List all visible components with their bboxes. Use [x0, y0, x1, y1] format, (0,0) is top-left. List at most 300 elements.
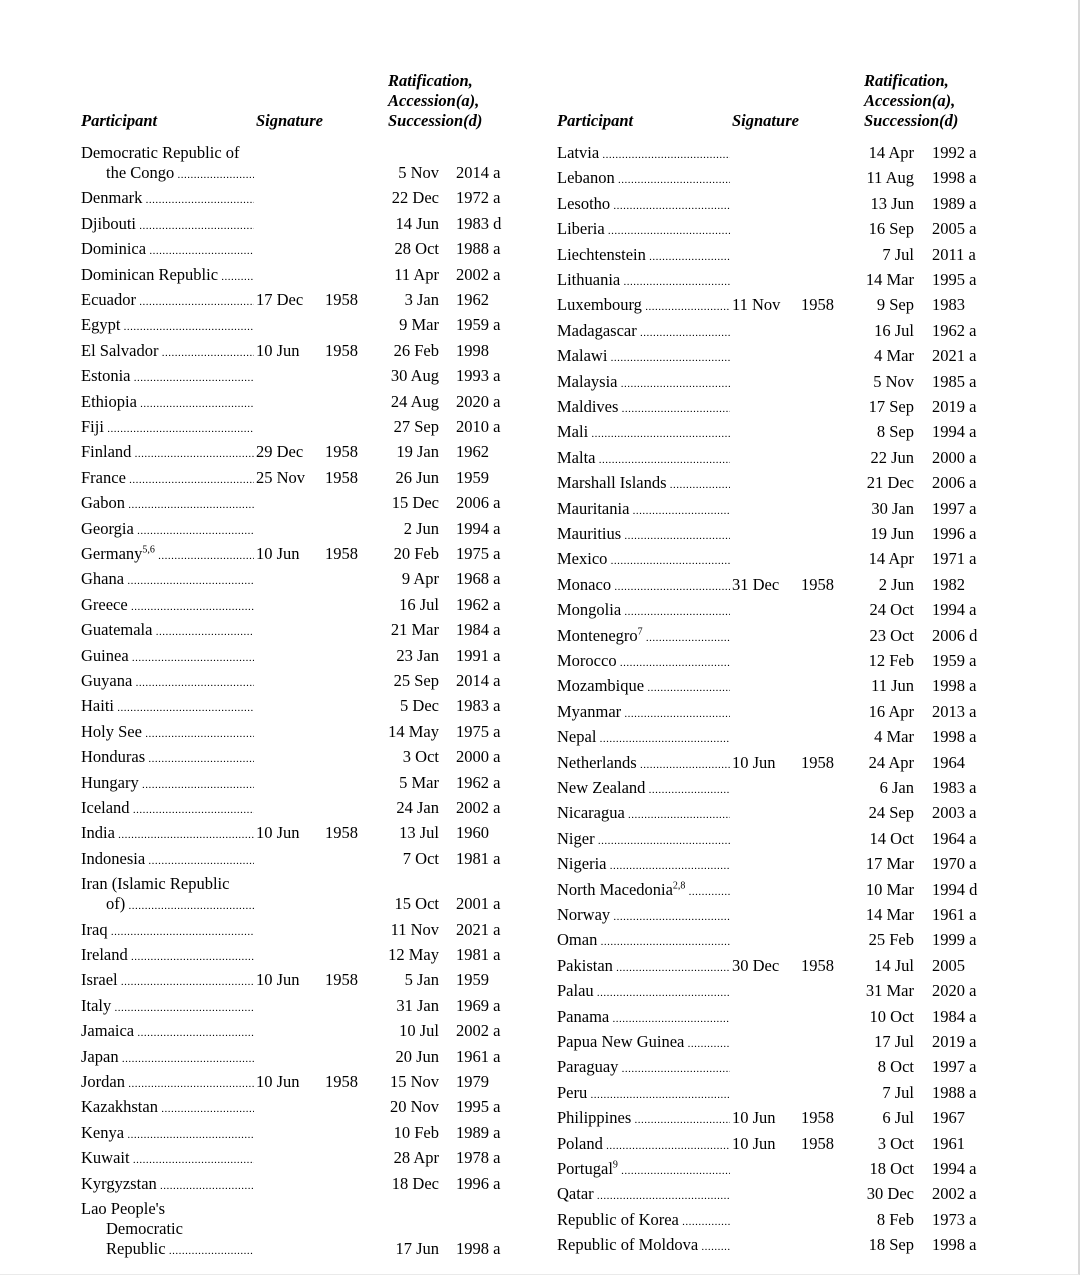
- participant-name-text: Iran (Islamic Republic: [81, 874, 230, 894]
- ratification-year: 1960: [456, 823, 489, 843]
- participant-name: [557, 981, 730, 1003]
- ratification-year: 2001 a: [456, 894, 501, 914]
- ratification-year: 2000 a: [932, 447, 977, 467]
- ratification-date: 31 Jan: [396, 995, 439, 1015]
- left-header-signature: Signature: [256, 111, 323, 130]
- participant-name-text: Georgia: [81, 518, 134, 538]
- ratification-year: 1998 a: [932, 676, 977, 696]
- ratification-year: 1994 a: [932, 1159, 977, 1178]
- ratification-date: 12 Feb: [868, 651, 914, 670]
- ratification-date: 30 Aug: [390, 366, 439, 386]
- participant-name-text: Haiti: [81, 696, 114, 716]
- participant-name: [81, 265, 254, 287]
- ratification-date: 19 Jan: [396, 442, 439, 462]
- signature-year: 1958: [325, 290, 358, 309]
- participant-name: [557, 905, 730, 927]
- ratification-year: 2002 a: [456, 1021, 501, 1041]
- participant-name-text: Republic of Moldova: [557, 1235, 699, 1255]
- ratification-date: 9 Sep: [876, 295, 914, 315]
- ratification-date: 13 Jun: [870, 193, 914, 213]
- ratification-date: 13 Jul: [399, 823, 439, 843]
- ratification-date: 6 Jan: [879, 778, 914, 797]
- ratification-year: 1995 a: [456, 1097, 501, 1117]
- participant-name: [557, 499, 730, 521]
- participant-name: [557, 956, 730, 978]
- ratification-date: 20 Jun: [395, 1046, 439, 1066]
- ratification-date: 10 Jul: [399, 1021, 439, 1041]
- ratification-date: 11 Nov: [390, 919, 439, 939]
- participant-name: [81, 1047, 254, 1069]
- participant-name-text: Paraguay: [557, 1057, 619, 1077]
- participant-name: [557, 676, 730, 698]
- participant-name-text: Malta: [557, 447, 596, 467]
- participant-name-text: Guatemala: [81, 620, 153, 640]
- participant-name: [81, 442, 254, 464]
- participant-name-text: Luxembourg: [557, 295, 642, 315]
- participant-name-text: Egypt: [81, 315, 121, 335]
- participant-name-text: Mozambique: [557, 676, 645, 696]
- ratification-year: 1989 a: [932, 193, 977, 213]
- participant-name-text: Maldives: [557, 397, 619, 416]
- participant-name: [557, 930, 730, 952]
- participant-name: [557, 549, 730, 571]
- ratification-year: 1992 a: [932, 143, 977, 162]
- ratification-year: 2019 a: [932, 1032, 977, 1051]
- signature-year: 1958: [325, 823, 358, 843]
- ratification-date: 3 Jan: [404, 290, 439, 309]
- participant-name-text: Ethiopia: [81, 391, 137, 411]
- participant-name-text: Portugal: [557, 1159, 613, 1178]
- ratification-date: 22 Jun: [870, 447, 914, 467]
- signature-date: 31 Dec: [732, 574, 780, 594]
- ratification-date: 19 Jun: [870, 524, 914, 543]
- participant-name: [557, 1007, 730, 1029]
- participant-name-text: Poland: [557, 1133, 603, 1153]
- ratification-year: 1970 a: [932, 854, 977, 874]
- ratification-date: 30 Jan: [871, 498, 914, 518]
- signature-date: 10 Jun: [732, 1108, 776, 1128]
- participant-name: [81, 315, 254, 337]
- ratification-year: 1962 a: [932, 320, 977, 340]
- footnote-marker: 7: [637, 626, 643, 638]
- participant-name-text: Malawi: [557, 346, 608, 366]
- participant-name: [81, 143, 254, 165]
- participant-name: [557, 778, 730, 800]
- ratification-year: 1962 a: [456, 594, 501, 614]
- participant-name: [557, 854, 730, 876]
- participant-name: [81, 722, 254, 744]
- ratification-year: 1996 a: [456, 1173, 501, 1193]
- ratification-date: 7 Oct: [402, 848, 439, 868]
- participant-name: [557, 1159, 730, 1181]
- ratification-year: 1967: [932, 1108, 965, 1128]
- header-ratification-line1: Ratification,: [388, 71, 473, 90]
- ratification-year: 1961 a: [932, 905, 977, 924]
- ratification-year: 2005 a: [932, 219, 977, 239]
- ratification-date: 10 Oct: [869, 1006, 914, 1026]
- ratification-year: 1981 a: [456, 848, 501, 868]
- participant-name-text: Liberia: [557, 219, 605, 239]
- participant-name: [81, 646, 254, 668]
- participant-name: [557, 753, 730, 775]
- ratification-date: 14 Mar: [865, 905, 914, 924]
- signature-year: 1958: [801, 955, 834, 975]
- ratification-year: 1961: [932, 1133, 965, 1153]
- participant-name: [81, 1148, 254, 1170]
- participant-name-text: Myanmar: [557, 701, 622, 721]
- participant-name: [557, 626, 730, 648]
- participant-name: [81, 341, 254, 363]
- participant-name-text: Marshall Islands: [557, 473, 667, 493]
- participant-name-text: Dominican Republic: [81, 264, 219, 284]
- ratification-date: 15 Dec: [391, 493, 439, 513]
- ratification-date: 14 Oct: [869, 828, 914, 848]
- ratification-date: 14 May: [388, 721, 439, 741]
- ratification-year: 2014 a: [456, 163, 501, 182]
- participant-name: [81, 996, 254, 1018]
- participant-name-text: Mexico: [557, 549, 608, 569]
- ratification-date: 27 Sep: [393, 417, 439, 436]
- ratification-date: 26 Jun: [395, 467, 439, 487]
- participant-name-text: Kazakhstan: [81, 1097, 158, 1117]
- participant-name-text: Panama: [557, 1006, 610, 1026]
- ratification-year: 2020 a: [932, 981, 977, 1001]
- participant-name-text: Niger: [557, 828, 595, 848]
- ratification-year: 1988 a: [932, 1082, 977, 1102]
- participant-name: [557, 1032, 730, 1054]
- left-header-ratification: [388, 71, 482, 131]
- participant-name-text: Guyana: [81, 671, 133, 690]
- ratification-date: 25 Feb: [868, 930, 914, 950]
- ratification-year: 1964: [932, 752, 965, 772]
- ratification-year: 1996 a: [932, 524, 977, 543]
- ratification-date: 28 Apr: [393, 1148, 439, 1168]
- participant-name-text: Israel: [81, 970, 118, 990]
- participant-name: [557, 473, 730, 495]
- ratification-year: 1991 a: [456, 645, 501, 665]
- ratification-date: 8 Feb: [876, 1209, 914, 1229]
- participant-name: [81, 366, 254, 388]
- signature-year: 1958: [801, 752, 834, 772]
- ratification-year: 1962: [456, 290, 489, 309]
- ratification-year: 1973 a: [932, 1209, 977, 1229]
- participant-name: [557, 295, 730, 317]
- participant-name: [557, 600, 730, 622]
- participant-name-text: Gabon: [81, 493, 125, 513]
- participant-name-text: Guinea: [81, 645, 129, 665]
- ratification-date: 14 Jul: [874, 955, 914, 975]
- ratification-year: 1968 a: [456, 569, 501, 589]
- participant-name: [81, 1123, 254, 1145]
- participant-name-text: Republic of Korea: [557, 1209, 679, 1229]
- participant-name-text: Oman: [557, 930, 598, 950]
- ratification-year: 1959 a: [932, 651, 977, 670]
- participant-name: [557, 1210, 730, 1232]
- right-header-signature: Signature: [732, 111, 799, 130]
- signature-year: 1958: [801, 574, 834, 594]
- ratification-date: 5 Jan: [404, 970, 439, 990]
- participant-name-text: Kyrgyzstan: [81, 1173, 157, 1193]
- participant-name-text: Philippines: [557, 1108, 632, 1128]
- participant-name-text: Palau: [557, 981, 594, 1001]
- participant-name: [81, 392, 254, 414]
- ratification-year: 2013 a: [932, 701, 977, 721]
- ratification-year: 2002 a: [456, 798, 501, 817]
- header-ratification-line3: Succession(d): [864, 111, 959, 130]
- signature-year: 1958: [325, 442, 358, 462]
- ratification-date: 3 Oct: [877, 1133, 914, 1153]
- ratification-date: 9 Apr: [401, 569, 439, 589]
- ratification-year: 1982: [932, 574, 965, 594]
- participant-name-text: Italy: [81, 995, 112, 1015]
- participant-name: [81, 1199, 254, 1221]
- ratification-year: 1998 a: [456, 1239, 501, 1258]
- participant-name: [81, 920, 254, 942]
- participant-name: [81, 569, 254, 591]
- participant-name-continued: [106, 894, 254, 916]
- ratification-year: 1994 a: [932, 422, 977, 442]
- participant-name: [557, 321, 730, 343]
- participant-name-text: Pakistan: [557, 955, 613, 975]
- ratification-year: 1979: [456, 1072, 489, 1091]
- ratification-date: 8 Sep: [876, 422, 914, 442]
- ratification-year: 2021 a: [456, 919, 501, 939]
- signature-year: 1958: [801, 1133, 834, 1153]
- ratification-year: 1983: [932, 295, 965, 315]
- ratification-date: 11 Apr: [394, 264, 439, 284]
- ratification-year: 1969 a: [456, 995, 501, 1015]
- ratification-year: 1959: [456, 467, 489, 487]
- participant-name: [557, 270, 730, 292]
- ratification-year: 2000 a: [456, 747, 501, 767]
- participant-name-text: Denmark: [81, 188, 143, 208]
- signature-year: 1958: [325, 340, 358, 360]
- ratification-year: 1983 a: [932, 778, 977, 797]
- participant-name: [81, 620, 254, 642]
- ratification-date: 24 Oct: [869, 600, 914, 620]
- ratification-date: 7 Jul: [882, 244, 914, 264]
- participant-name: [557, 1134, 730, 1156]
- ratification-date: 5 Mar: [399, 772, 439, 792]
- participant-name: [557, 829, 730, 851]
- participant-name: [81, 945, 254, 967]
- participant-name-text: Latvia: [557, 143, 600, 162]
- ratification-year: 2010 a: [456, 417, 501, 436]
- ratification-year: 1988 a: [456, 239, 501, 259]
- participant-name: [557, 397, 730, 419]
- participant-name: [81, 468, 254, 490]
- participant-name-text: Greece: [81, 594, 128, 614]
- participant-name-text: Nigeria: [557, 854, 607, 874]
- ratification-date: 8 Oct: [877, 1057, 914, 1077]
- participant-name-text: India: [81, 823, 115, 843]
- ratification-year: 1961 a: [456, 1046, 501, 1066]
- ratification-year: 1998: [456, 340, 489, 360]
- participant-name-text: Finland: [81, 442, 132, 462]
- participant-name-text: Liechtenstein: [557, 244, 646, 264]
- ratification-date: 17 Mar: [865, 854, 914, 874]
- participant-name: [557, 880, 730, 902]
- ratification-year: 1964 a: [932, 828, 977, 848]
- ratification-date: 4 Mar: [874, 346, 914, 366]
- participant-name-text: Ghana: [81, 569, 125, 589]
- ratification-date: 5 Nov: [398, 163, 439, 182]
- signature-date: 30 Dec: [732, 955, 780, 975]
- header-ratification-line3: Succession(d): [388, 111, 483, 130]
- participant-name: [81, 595, 254, 617]
- participant-name: [557, 168, 730, 190]
- participant-name-text: Honduras: [81, 747, 146, 767]
- participant-name-text: New Zealand: [557, 778, 646, 797]
- ratification-year: 1984 a: [932, 1006, 977, 1026]
- ratification-year: 1975 a: [456, 544, 501, 563]
- ratification-date: 10 Mar: [865, 879, 914, 899]
- signature-date: 11 Nov: [732, 295, 781, 315]
- participant-name-text: Lesotho: [557, 193, 611, 213]
- ratification-year: 1995 a: [932, 270, 977, 289]
- ratification-date: 4 Mar: [874, 727, 914, 747]
- ratification-date: 30 Dec: [866, 1184, 914, 1204]
- participant-name-continued: [106, 163, 254, 185]
- ratification-date: 5 Nov: [873, 371, 914, 391]
- participant-name: [557, 448, 730, 470]
- ratification-date: 26 Feb: [393, 340, 439, 360]
- participant-name-text: Dominica: [81, 239, 147, 259]
- participant-name-text: Lebanon: [557, 168, 615, 188]
- ratification-year: 1998 a: [932, 727, 977, 747]
- participant-name-text: Republic: [106, 1239, 166, 1258]
- participant-name-text: Nepal: [557, 727, 597, 747]
- participant-name: [81, 544, 254, 566]
- participant-name: [81, 970, 254, 992]
- ratification-year: 2005: [932, 955, 965, 975]
- ratification-year: 2006 d: [932, 625, 978, 645]
- participant-name: [81, 188, 254, 210]
- signature-year: 1958: [325, 467, 358, 487]
- header-ratification-line2: Accession(a),: [388, 91, 480, 110]
- participant-name: [557, 372, 730, 394]
- participant-name: [81, 493, 254, 515]
- ratification-date: 28 Oct: [394, 239, 439, 259]
- participant-name: [81, 290, 254, 312]
- signature-year: 1958: [325, 544, 358, 563]
- ratification-date: 17 Sep: [868, 397, 914, 416]
- signature-date: 10 Jun: [256, 970, 300, 990]
- ratification-year: 1994 d: [932, 879, 978, 899]
- participant-name-continued: [106, 1219, 254, 1241]
- ratification-date: 14 Mar: [865, 270, 914, 289]
- ratification-year: 1959 a: [456, 315, 501, 335]
- ratification-date: 11 Jun: [871, 676, 914, 696]
- ratification-year: 1984 a: [456, 620, 501, 640]
- signature-date: 25 Nov: [256, 467, 306, 487]
- ratification-year: 1962: [456, 442, 489, 462]
- ratification-date: 14 Apr: [868, 143, 914, 162]
- participant-name: [81, 823, 254, 845]
- ratification-year: 2006 a: [932, 473, 977, 493]
- ratification-year: 1981 a: [456, 945, 501, 964]
- ratification-year: 1997 a: [932, 1057, 977, 1077]
- participant-name-text: Papua New Guinea: [557, 1032, 685, 1051]
- participant-name-text: Japan: [81, 1046, 119, 1066]
- participant-name: [81, 1097, 254, 1119]
- ratification-year: 1998 a: [932, 168, 977, 188]
- signature-date: 29 Dec: [256, 442, 304, 462]
- participant-name-text: of): [106, 894, 126, 914]
- participant-name-text: Democratic Republic of: [81, 143, 240, 162]
- ratification-year: 1997 a: [932, 498, 977, 518]
- participant-name-text: Madagascar: [557, 320, 637, 340]
- ratification-date: 11 Aug: [866, 168, 914, 188]
- participant-name: [81, 696, 254, 718]
- signature-year: 1958: [801, 1108, 834, 1128]
- ratification-date: 21 Mar: [390, 620, 439, 640]
- ratification-date: 18 Sep: [868, 1235, 914, 1255]
- ratification-date: 3 Oct: [402, 747, 439, 767]
- participant-name-text: Ecuador: [81, 290, 136, 309]
- signature-date: 10 Jun: [256, 544, 300, 563]
- participant-name-text: Kuwait: [81, 1148, 130, 1168]
- participant-name: [81, 1021, 254, 1043]
- right-header-ratification: [864, 71, 958, 131]
- ratification-date: 31 Mar: [865, 981, 914, 1001]
- footnote-marker: 2,8: [672, 880, 686, 892]
- ratification-year: 1993 a: [456, 366, 501, 386]
- participant-name: [557, 727, 730, 749]
- signature-date: 17 Dec: [256, 290, 304, 309]
- participant-name: [557, 422, 730, 444]
- ratification-year: 1975 a: [456, 721, 501, 741]
- participant-name-text: Mauritius: [557, 524, 622, 543]
- ratification-year: 1971 a: [932, 549, 977, 569]
- participant-name-text: Mauritania: [557, 498, 630, 518]
- participant-name-text: Lithuania: [557, 270, 621, 289]
- participant-name-text: Nicaragua: [557, 803, 625, 823]
- participant-name: [557, 219, 730, 241]
- ratification-year: 2006 a: [456, 493, 501, 513]
- participant-name-text: Peru: [557, 1082, 588, 1102]
- ratification-date: 16 Sep: [868, 219, 914, 239]
- ratification-date: 14 Apr: [868, 549, 914, 569]
- ratification-year: 2019 a: [932, 397, 977, 416]
- participant-name-text: Ireland: [81, 945, 128, 964]
- participant-name-text: Qatar: [557, 1184, 594, 1204]
- ratification-year: 2021 a: [932, 346, 977, 366]
- ratification-year: 1983 d: [456, 213, 502, 233]
- ratification-year: 1998 a: [932, 1235, 977, 1255]
- participant-name-text: Malaysia: [557, 371, 618, 391]
- signature-year: 1958: [325, 970, 358, 990]
- participant-name-text: El Salvador: [81, 340, 159, 360]
- participant-name: [81, 239, 254, 261]
- participant-name: [557, 524, 730, 546]
- participant-name-text: France: [81, 467, 126, 487]
- ratification-date: 22 Dec: [391, 188, 439, 208]
- ratification-date: 15 Nov: [389, 1072, 439, 1091]
- participant-name-text: Estonia: [81, 366, 131, 386]
- ratification-date: 24 Aug: [390, 391, 439, 411]
- participant-name: [81, 671, 254, 693]
- ratification-year: 1999 a: [932, 930, 977, 950]
- participant-name: [81, 747, 254, 769]
- ratification-year: 2011 a: [932, 244, 976, 264]
- ratification-date: 2 Jun: [403, 518, 439, 538]
- participant-name: [81, 798, 254, 820]
- footnote-marker: 9: [612, 1159, 618, 1171]
- participant-name: [557, 245, 730, 267]
- participant-name: [81, 849, 254, 871]
- participant-name: [557, 1235, 730, 1257]
